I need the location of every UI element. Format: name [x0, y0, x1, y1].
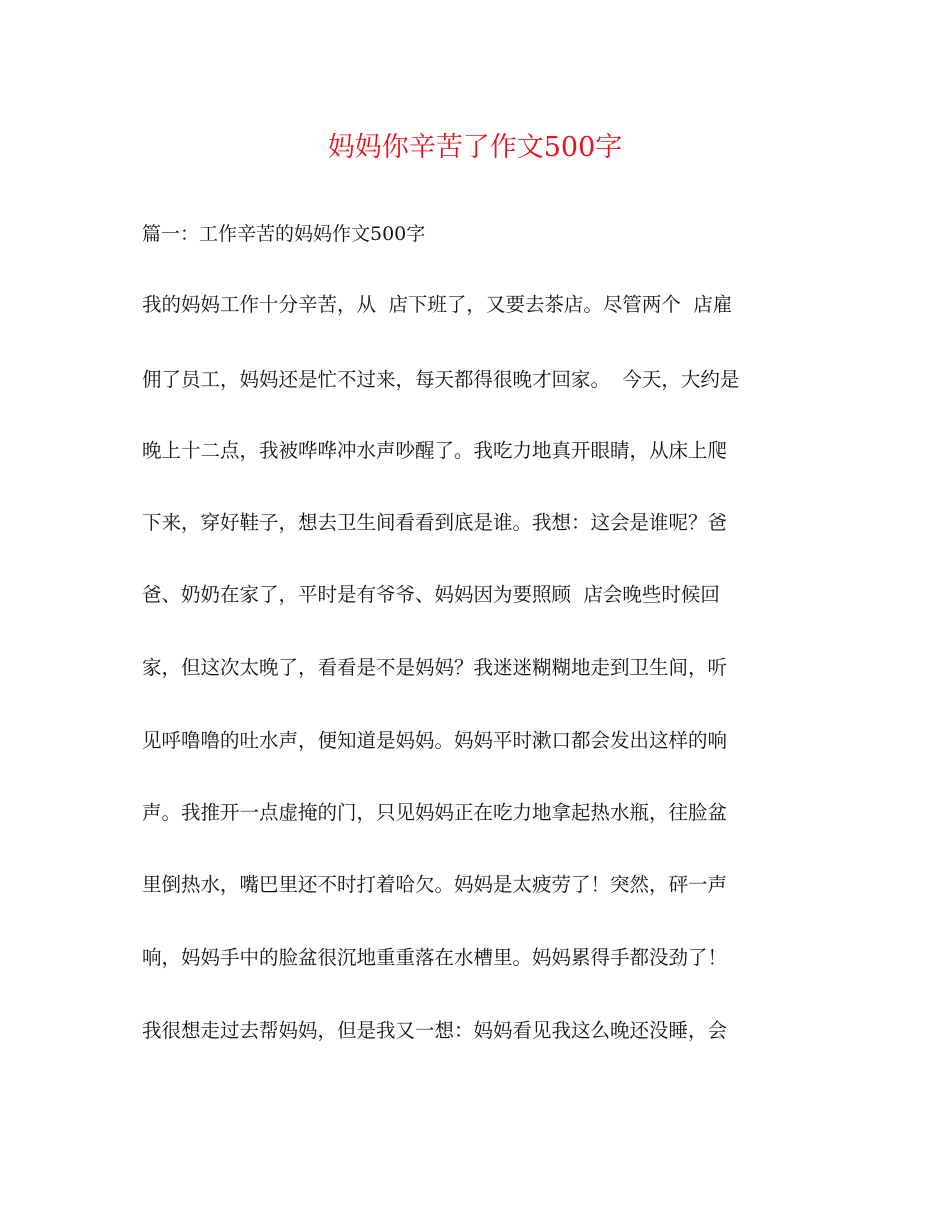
paragraph-line: 响，妈妈手中的脸盆很沉地重重落在水槽里。妈妈累得手都没劲了！ [142, 946, 728, 969]
paragraph-line: 我很想走过去帮妈妈，但是我又一想：妈妈看见我这么晚还没睡，会 [142, 1019, 728, 1042]
paragraph-line: 里倒热水，嘴巴里还不时打着哈欠。妈妈是太疲劳了！突然，砰一声 [142, 873, 728, 896]
document-title: 妈妈你辛苦了作文500字 [327, 132, 623, 163]
paragraph-line: 晚上十二点，我被哗哗冲水声吵醒了。我吃力地真开眼睛，从床上爬 [142, 439, 728, 462]
paragraph-line: 我的妈妈工作十分辛苦，从 店下班了，又要去茶店。尽管两个 店雇 [142, 293, 733, 316]
section-heading: 篇一：工作辛苦的妈妈作文500字 [142, 223, 426, 245]
paragraph-line: 声。我推开一点虚掩的门，只见妈妈正在吃力地拿起热水瓶，往脸盆 [142, 801, 728, 824]
paragraph-line: 见呼噜噜的吐水声，便知道是妈妈。妈妈平时漱口都会发出这样的响 [142, 729, 728, 752]
paragraph-line: 家，但这次太晚了，看看是不是妈妈？我迷迷糊糊地走到卫生间，听 [142, 656, 728, 679]
paragraph-line: 佣了员工，妈妈还是忙不过来，每天都得很晚才回家。 今天，大约是 [142, 368, 740, 391]
paragraph-line: 下来，穿好鞋子，想去卫生间看看到底是谁。我想：这会是谁呢？爸 [142, 511, 728, 534]
paragraph-line: 爸、奶奶在家了，平时是有爷爷、妈妈因为要照顾 店会晚些时候回 [142, 583, 720, 606]
